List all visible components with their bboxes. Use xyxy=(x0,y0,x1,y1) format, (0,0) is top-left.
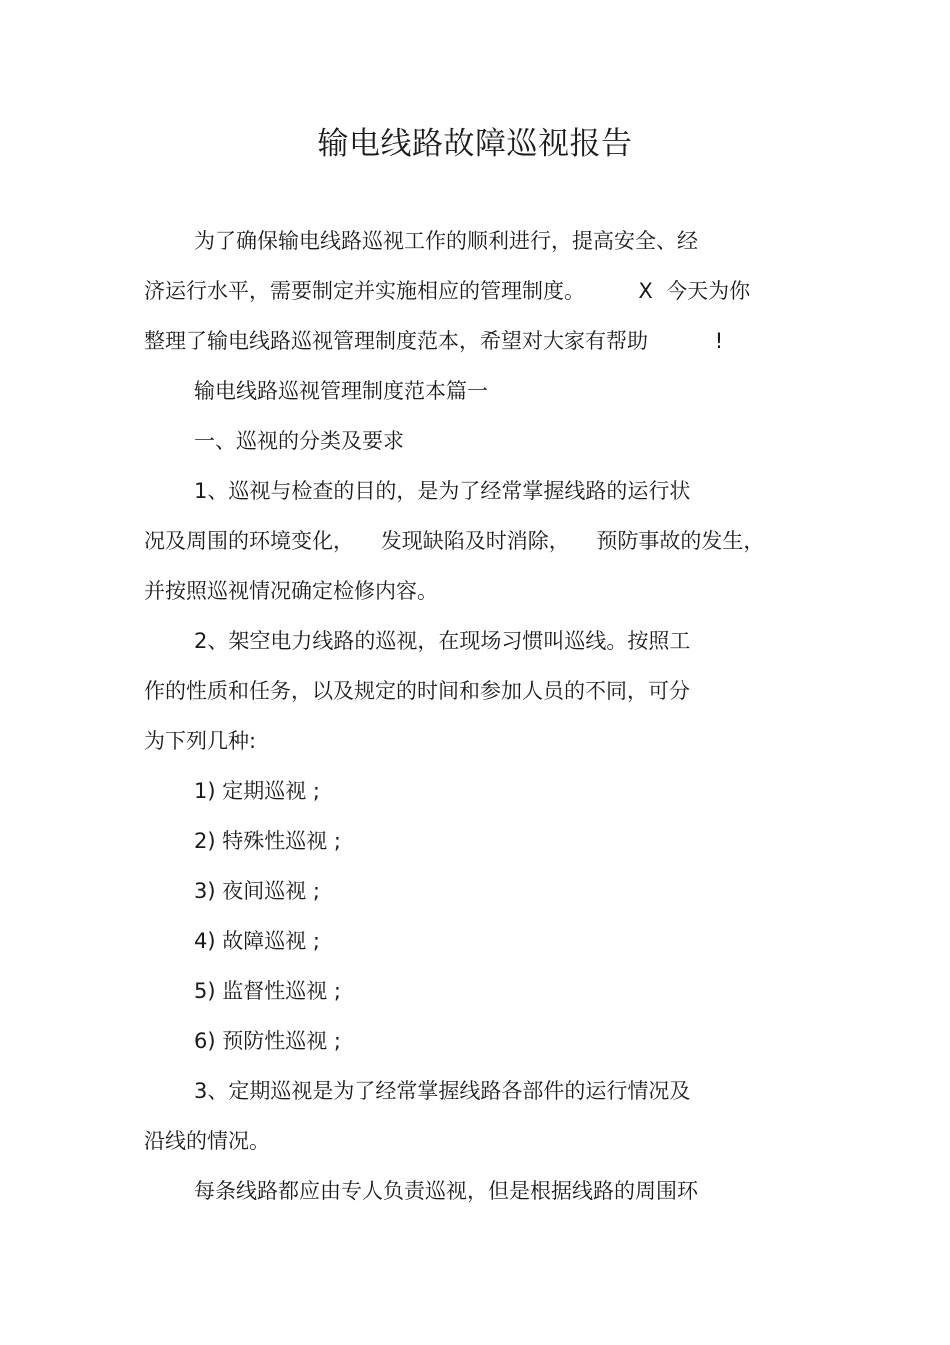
paragraph-line: 济运行水平，需要制定并实施相应的管理制度。 X 今天为你 xyxy=(144,279,751,303)
list-item: 1) 定期巡视 ; xyxy=(194,779,320,803)
paragraph-line: 每条线路都应由专人负责巡视，但是根据线路的周围环 xyxy=(194,1179,698,1203)
paragraph-line: 沿线的情况。 xyxy=(144,1129,270,1153)
paragraph-line: 为下列几种: xyxy=(144,729,257,753)
list-item: 5) 监督性巡视 ; xyxy=(194,979,341,1003)
paragraph-line: 况及周围的环境变化， 发现缺陷及时消除， 预防事故的发生， xyxy=(144,529,765,553)
list-item: 6) 预防性巡视 ; xyxy=(194,1029,341,1053)
list-item: 2) 特殊性巡视 ; xyxy=(194,829,341,853)
paragraph-line: 作的性质和任务，以及规定的时间和参加人员的不同，可分 xyxy=(144,679,690,703)
paragraph-line: 1、巡视与检查的目的，是为了经常掌握线路的运行状 xyxy=(194,479,691,503)
list-item: 4) 故障巡视 ; xyxy=(194,929,320,953)
section-heading: 输电线路巡视管理制度范本篇一 xyxy=(194,379,488,403)
paragraph-line: 为了确保输电线路巡视工作的顺利进行，提高安全、经 xyxy=(194,229,698,253)
paragraph-line: 3、定期巡视是为了经常掌握线路各部件的运行情况及 xyxy=(194,1079,691,1103)
paragraph-line: 并按照巡视情况确定检修内容。 xyxy=(144,579,438,603)
paragraph-line: 整理了输电线路巡视管理制度范本，希望对大家有帮助 ! xyxy=(144,329,724,353)
paragraph-line: 2、架空电力线路的巡视，在现场习惯叫巡线。按照工 xyxy=(194,629,691,653)
section-heading: 一、巡视的分类及要求 xyxy=(194,429,404,453)
document-title: 输电线路故障巡视报告 xyxy=(317,126,633,162)
list-item: 3) 夜间巡视 ; xyxy=(194,879,320,903)
